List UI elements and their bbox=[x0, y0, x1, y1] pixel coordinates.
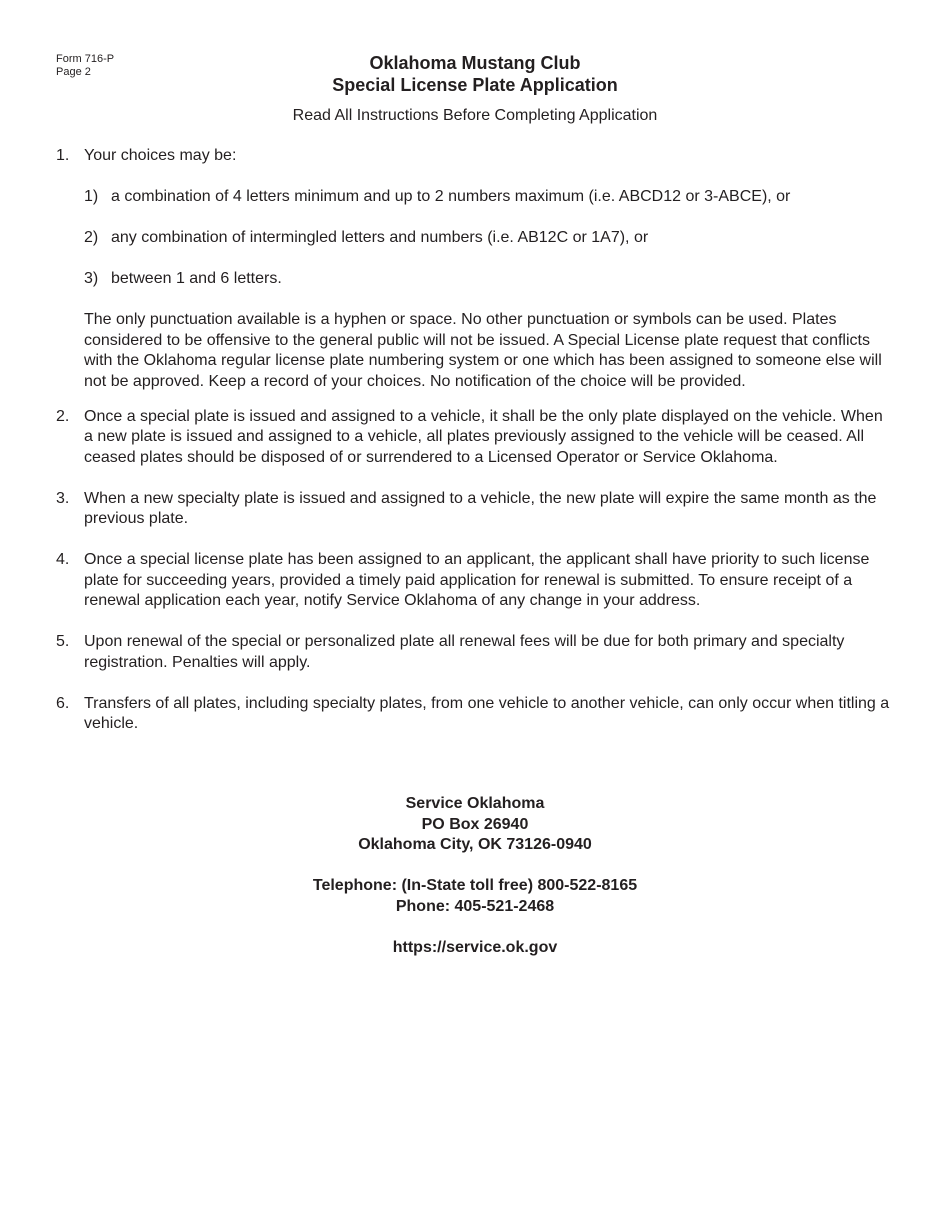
page-title-line-1: Oklahoma Mustang Club bbox=[369, 53, 581, 73]
instruction-text: When a new specialty plate is issued and assigned to a vehicle, the new plate will expire the same month as the previous plate. bbox=[84, 489, 877, 527]
choice-option-2 bbox=[84, 228, 894, 249]
instruction-text: Once a special plate is issued and assigned to a vehicle, it shall be the only plate displayed on the vehicle. When a new plate is issued and assigned to a vehicle, all plates previously assigned to the vehicle will be ceased. All ceased plates should be disposed of or surrendered to a Licensed Operator or Service Oklahoma. bbox=[84, 407, 883, 466]
instruction-number: 3. bbox=[56, 489, 70, 507]
choice-text: a combination of 4 letters minimum and up to 2 numbers maximum (i.e. ABCD12 or 3-ABCE), or bbox=[111, 188, 791, 205]
instruction-item-5 bbox=[56, 632, 894, 673]
instruction-text: Upon renewal of the special or personalized plate all renewal fees will be due for both primary and specialty registration. Penalties will apply. bbox=[84, 633, 845, 671]
choice-number: 2) bbox=[84, 229, 99, 246]
contact-po-box: PO Box 26940 bbox=[421, 815, 529, 833]
instruction-text: Transfers of all plates, including specialty plates, from one vehicle to another vehicle, can only occur when titling a vehicle. bbox=[84, 694, 890, 732]
instruction-number: 4. bbox=[56, 551, 70, 568]
instruction-number: 5. bbox=[56, 633, 70, 650]
instructions-subtitle: Read All Instructions Before Completing Application bbox=[292, 107, 658, 124]
instruction-item-1 bbox=[56, 146, 894, 167]
instruction-item-3 bbox=[56, 489, 894, 530]
spacer bbox=[0, 856, 950, 877]
choice-text: any combination of intermingled letters and numbers (i.e. AB12C or 1A7), or bbox=[111, 229, 649, 246]
choice-option-1 bbox=[84, 187, 894, 208]
form-number: Form 716-P bbox=[56, 53, 115, 65]
instruction-item-2 bbox=[56, 407, 894, 469]
instruction-number: 2. bbox=[56, 407, 70, 425]
spacer bbox=[0, 917, 950, 938]
contact-website: https://service.ok.gov bbox=[392, 938, 558, 956]
instruction-item-6 bbox=[56, 694, 894, 735]
choice-number: 1) bbox=[84, 188, 99, 205]
choice-option-3 bbox=[84, 269, 894, 290]
contact-city: Oklahoma City, OK 73126-0940 bbox=[358, 836, 592, 853]
title-block bbox=[0, 52, 950, 126]
choice-number: 3) bbox=[84, 270, 99, 287]
instruction-item-4 bbox=[56, 550, 894, 612]
instructions-list bbox=[56, 146, 894, 735]
instruction-text: Once a special license plate has been assigned to an applicant, the applicant shall have priority to such license plate for succeeding years, provided a timely paid application for renewal is submitted. To ensure receipt of a renewal application each year, notify Service Oklahoma of any change in your address. bbox=[84, 551, 870, 609]
page-label: Page 2 bbox=[56, 66, 91, 78]
instruction-number: 1. bbox=[56, 147, 70, 164]
instruction-number: 6. bbox=[56, 694, 70, 712]
page-title-line-2: Special License Plate Application bbox=[332, 75, 618, 95]
punctuation-note: The only punctuation available is a hyphen or space. No other punctuation or symbols can be used. Plates considered to be offensive to the general public will not be issued. A Special License plate request that conflicts with the Oklahoma regular license plate numbering system or one which has been assigned to someone else will not be approved. Keep a record of your choices. No notification of the choice will be provided. bbox=[84, 311, 882, 390]
contact-block bbox=[0, 794, 950, 958]
instruction-text: Your choices may be: bbox=[84, 147, 237, 164]
contact-phone: Phone: 405-521-2468 bbox=[395, 897, 555, 915]
choice-text: between 1 and 6 letters. bbox=[111, 270, 282, 287]
contact-telephone: Telephone: (In-State toll free) 800-522-8165 bbox=[312, 877, 638, 894]
contact-org: Service Oklahoma bbox=[405, 795, 545, 812]
